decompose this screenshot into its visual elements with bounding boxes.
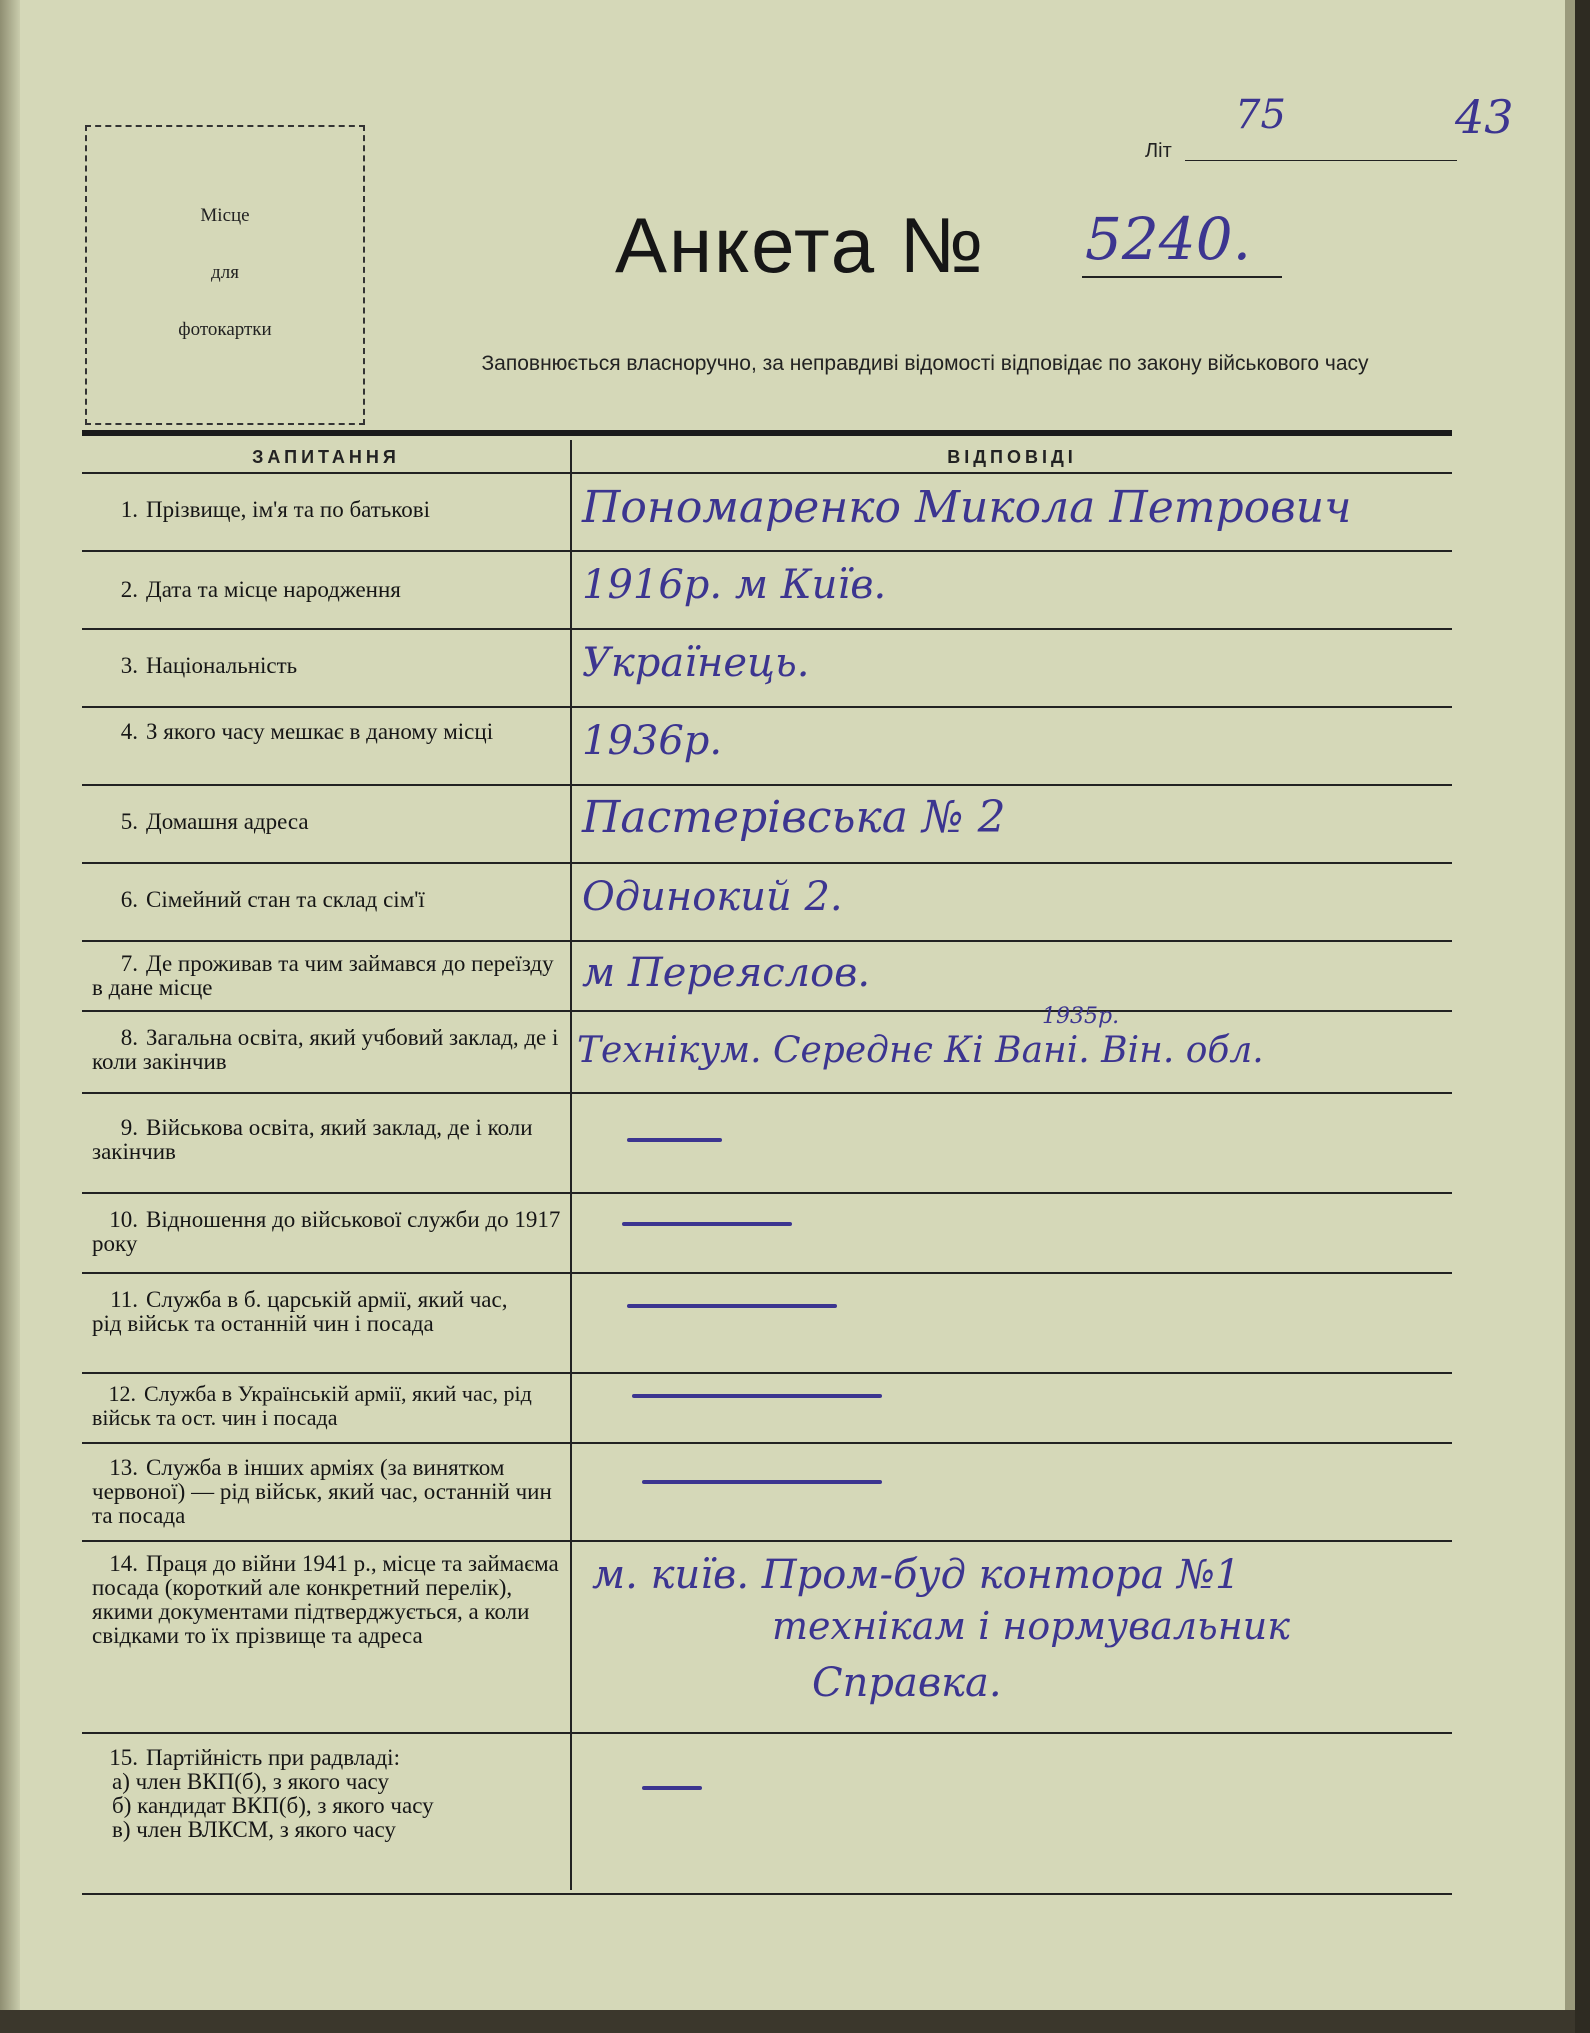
- answer-dash: [642, 1480, 882, 1484]
- table-row: [82, 864, 1452, 942]
- question-text: Відношення до військової служби до 1917 року: [92, 1207, 561, 1256]
- photo-box-line: для: [211, 262, 239, 283]
- lit-underline: [1185, 160, 1457, 161]
- table-row: [82, 942, 1452, 1012]
- question-number: 13.: [109, 1455, 138, 1480]
- question-cell: [82, 578, 572, 602]
- question-text: Служба в б. царській армії, який час, рід військ та останній чин і посада: [92, 1287, 508, 1336]
- answer-text: Українець.: [582, 640, 810, 686]
- question-cell: [82, 1116, 562, 1164]
- photo-box-line: фотокартки: [178, 319, 272, 340]
- question-text: Дата та місце народження: [146, 577, 401, 602]
- table-row: [82, 552, 1452, 630]
- question-text: Сімейний стан та склад сім'ї: [146, 887, 425, 912]
- question-number: 1.: [120, 497, 138, 522]
- table-row: [82, 474, 1452, 552]
- form-number-underline: [1082, 276, 1282, 278]
- question-text: Праця до війни 1941 р., місце та займаєма посада (короткий але конкретний перелік), якими документами підтверджується, а коли свідками то їх прізвище та адреса: [92, 1551, 559, 1648]
- table-row: [82, 1374, 1452, 1444]
- question-cell: [82, 1456, 562, 1528]
- question-number: 5.: [120, 809, 138, 834]
- page-bottom-edge: [0, 2010, 1575, 2033]
- header-rule: [82, 430, 1452, 436]
- lit-value: 75: [1235, 92, 1286, 138]
- answer-note: 1935р.: [1042, 1004, 1120, 1029]
- answer-text: 1916р. м Київ.: [582, 562, 887, 608]
- question-cell: [82, 1552, 562, 1648]
- form-title: Анкета №: [615, 201, 986, 289]
- question-cell: [82, 720, 562, 744]
- table-row: [82, 708, 1452, 786]
- question-number: 12.: [108, 1381, 136, 1406]
- question-number: 14.: [109, 1551, 138, 1576]
- column-header-answers: ВІДПОВІДІ: [947, 447, 1077, 467]
- question-text: З якого часу мешкає в даному місці: [146, 719, 494, 744]
- question-cell: [82, 1208, 562, 1256]
- question-number: 3.: [120, 653, 138, 678]
- question-text: Військова освіта, який заклад, де і коли закінчив: [92, 1115, 533, 1164]
- column-header-questions: ЗАПИТАННЯ: [252, 447, 400, 467]
- question-subitem: а) член ВКП(б), з якого часу: [112, 1769, 389, 1794]
- question-cell: [82, 498, 572, 522]
- question-text: Служба в інших арміях (за винятком червоної) — рід військ, який час, останній чин та посада: [92, 1455, 552, 1528]
- question-cell: [82, 1288, 542, 1336]
- question-number: 9.: [120, 1115, 138, 1140]
- form-number: 5240.: [1085, 205, 1252, 273]
- question-number: 4.: [120, 719, 138, 744]
- photo-placeholder-box: [85, 125, 365, 425]
- question-number: 7.: [120, 951, 138, 976]
- question-cell: [82, 952, 562, 1000]
- answer-text: Пономаренко Микола Петрович: [582, 482, 1352, 533]
- answer-text: м Переяслов.: [582, 950, 871, 996]
- question-number: 8.: [120, 1025, 138, 1050]
- answer-text: Одинокий 2.: [582, 874, 843, 920]
- answer-text-line: Справка.: [812, 1660, 1002, 1706]
- question-text: Домашня адреса: [146, 809, 309, 834]
- column-divider: [570, 440, 572, 1890]
- lit-label: Літ: [1145, 140, 1172, 162]
- table-row: [82, 1004, 1452, 1094]
- question-cell: [82, 654, 572, 678]
- question-cell: [82, 1746, 572, 1842]
- table-row: [82, 1444, 1452, 1542]
- question-number: 6.: [120, 887, 138, 912]
- answer-dash: [632, 1394, 882, 1398]
- question-number: 10.: [109, 1207, 138, 1232]
- question-cell: [82, 1382, 562, 1430]
- question-cell: [82, 810, 572, 834]
- question-subitem: б) кандидат ВКП(б), з якого часу: [112, 1793, 434, 1818]
- form-subtitle: Заповнюється власноручно, за неправдиві відомості відповідає по закону військового часу: [481, 352, 1369, 375]
- table-row: [82, 786, 1452, 864]
- question-text: Прізвище, ім'я та по батькові: [146, 497, 431, 522]
- table-row: [82, 1094, 1452, 1194]
- question-number: 11.: [110, 1287, 138, 1312]
- question-cell: [82, 888, 572, 912]
- table-row: [82, 1734, 1452, 1884]
- answer-text-line: технікам і нормувальник: [772, 1604, 1290, 1648]
- answer-text: Пастерівська № 2: [582, 792, 1006, 843]
- table-row: [82, 1542, 1452, 1734]
- table-row: [82, 1194, 1452, 1274]
- question-number: 2.: [120, 577, 138, 602]
- answer-dash: [622, 1222, 792, 1226]
- question-text: Національність: [146, 653, 298, 678]
- answer-dash: [642, 1786, 702, 1790]
- question-text: Партійність при радвладі:: [146, 1745, 400, 1770]
- answer-text: Технікум. Середнє Кі Вані. Він. обл.: [577, 1030, 1264, 1071]
- table-row: [82, 630, 1452, 708]
- question-text: Служба в Українській армії, який час, рід військ та ост. чин і посада: [92, 1381, 532, 1430]
- answer-text: 1936р.: [582, 718, 723, 764]
- question-text: Де проживав та чим займався до переїзду в дане місце: [92, 951, 554, 1000]
- table-bottom-rule: [82, 1893, 1452, 1895]
- question-text: Загальна освіта, який учбовий заклад, де і коли закінчив: [92, 1025, 559, 1074]
- page-binding-edge: [0, 0, 20, 2033]
- answer-dash: [627, 1138, 722, 1142]
- question-subitem: в) член ВЛКСМ, з якого часу: [112, 1817, 396, 1842]
- table-row: [82, 1274, 1452, 1374]
- answer-text-line: м. київ. Пром-буд контора №1: [592, 1552, 1241, 1598]
- page-number: 43: [1455, 90, 1514, 144]
- answer-dash: [627, 1304, 837, 1308]
- question-cell: [82, 1026, 562, 1074]
- photo-box-line: Місце: [200, 205, 250, 226]
- question-number: 15.: [109, 1745, 138, 1770]
